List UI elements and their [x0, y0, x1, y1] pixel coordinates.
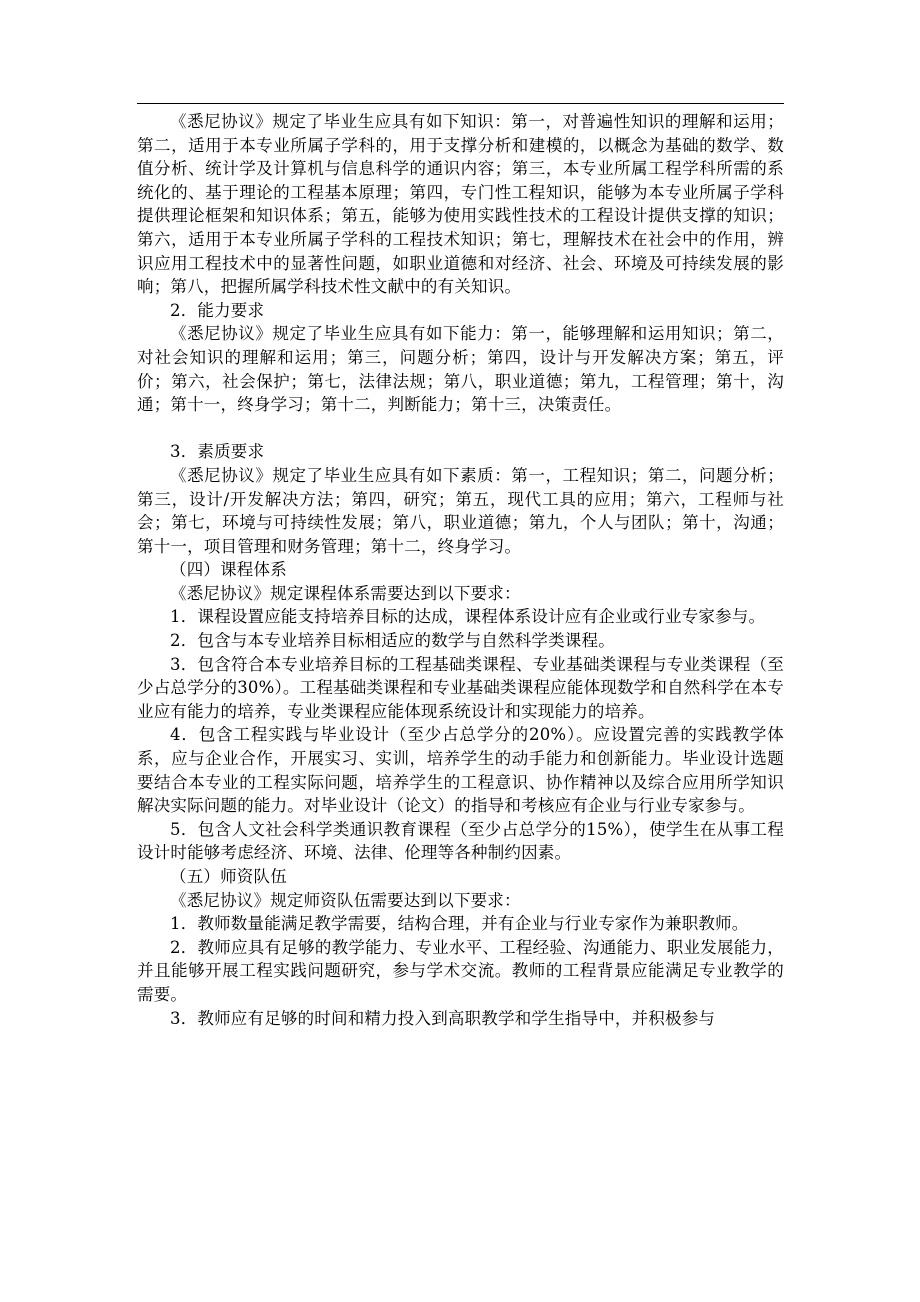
curriculum-item-2: 2．包含与本专业培养目标相适应的数学与自然科学类课程。: [170, 631, 615, 651]
curriculum-item-5: 5．包含人文社会科学类通识教育课程（至少占总学分的15%），使学生在从事工程设计时能够考虑经济、环境、法律、伦理等各种制约因素。: [137, 819, 784, 863]
faculty-item-1: 1．教师数量能满足教学需要，结构合理，并有企业与行业专家作为兼职教师。: [170, 914, 749, 934]
section-heading-ability: 2．能力要求: [170, 300, 265, 320]
document-body: [137, 110, 784, 1030]
faculty-item-2: 2．教师应具有足够的教学能力、专业水平、工程经验、沟通能力、职业发展能力，并且能够开展工程实践问题研究，参与学术交流。教师的工程背景应能满足专业教学的需要。: [137, 937, 784, 1004]
curriculum-intro-paragraph: 《悉尼协议》规定课程体系需要达到以下要求：: [170, 583, 521, 603]
faculty-intro-paragraph: 《悉尼协议》规定师资队伍需要达到以下要求：: [170, 890, 521, 910]
curriculum-item-4: 4．包含工程实践与毕业设计（至少占总学分的20%）。应设置完善的实践教学体系，应与企业合作，开展实习、实训，培养学生的动手能力和创新能力。毕业设计选题要结合本专业的工程实际问题，培养学生的工程意识、协作精神以及综合应用所学知识解决实际问题的能力。对毕业设计（论文）的指导和考核应有企业与行业专家参与。: [137, 725, 784, 816]
curriculum-item-1: 1．课程设置应能支持培养目标的达成，课程体系设计应有企业或行业专家参与。: [170, 607, 766, 627]
knowledge-requirements-paragraph: 《悉尼协议》规定了毕业生应具有如下知识：第一，对普遍性知识的理解和运用；第二，适用于本专业所属子学科的，用于支撑分析和建模的，以概念为基础的数学、数值分析、统计学及计算机与信息科学的通识内容；第三，本专业所属工程学科所需的系统化的、基于理论的工程基本原理；第四，专门性工程知识，能够为本专业所属子学科提供理论框架和知识体系；第五，能够为使用实践性技术的工程设计提供支撑的知识；第六，适用于本专业所属子学科的工程技术知识；第七，理解技术在社会中的作用，辨识应用工程技术中的显著性问题，如职业道德和对经济、社会、环境及可持续发展的影响；第八，把握所属学科技术性文献中的有关知识。: [137, 112, 784, 297]
section-heading-faculty: （五）师资队伍: [170, 867, 287, 886]
section-heading-curriculum: （四）课程体系: [170, 560, 287, 580]
quality-requirements-paragraph: 《悉尼协议》规定了毕业生应具有如下素质：第一，工程知识；第二，问题分析；第三，设计/开发解决方法；第四，研究；第五，现代工具的应用；第六，工程师与社会；第七，环境与可持续性发展；第八，职业道德；第九，个人与团队；第十，沟通；第十一，项目管理和财务管理；第十二，终身学习。: [137, 465, 784, 556]
header-rule: [137, 103, 784, 104]
ability-requirements-paragraph: 《悉尼协议》规定了毕业生应具有如下能力：第一，能够理解和运用知识；第二，对社会知识的理解和运用；第三，问题分析；第四，设计与开发解决方案；第五，评价；第六，社会保护；第七，法律法规；第八，职业道德；第九，工程管理；第十，沟通；第十一，终身学习；第十二，判断能力；第十三，决策责任。: [137, 324, 784, 415]
faculty-item-3: 3．教师应有足够的时间和精力投入到高职教学和学生指导中，并积极参与: [170, 1008, 716, 1028]
section-heading-quality: 3．素质要求: [170, 442, 265, 462]
curriculum-item-3: 3．包含符合本专业培养目标的工程基础类课程、专业基础类课程与专业类课程（至少占总学分的30%）。工程基础类课程和专业基础类课程应能体现数学和自然科学在本专业应有能力的培养，专业类课程应能体现系统设计和实现能力的培养。: [137, 654, 784, 721]
blank-line: [137, 417, 784, 441]
